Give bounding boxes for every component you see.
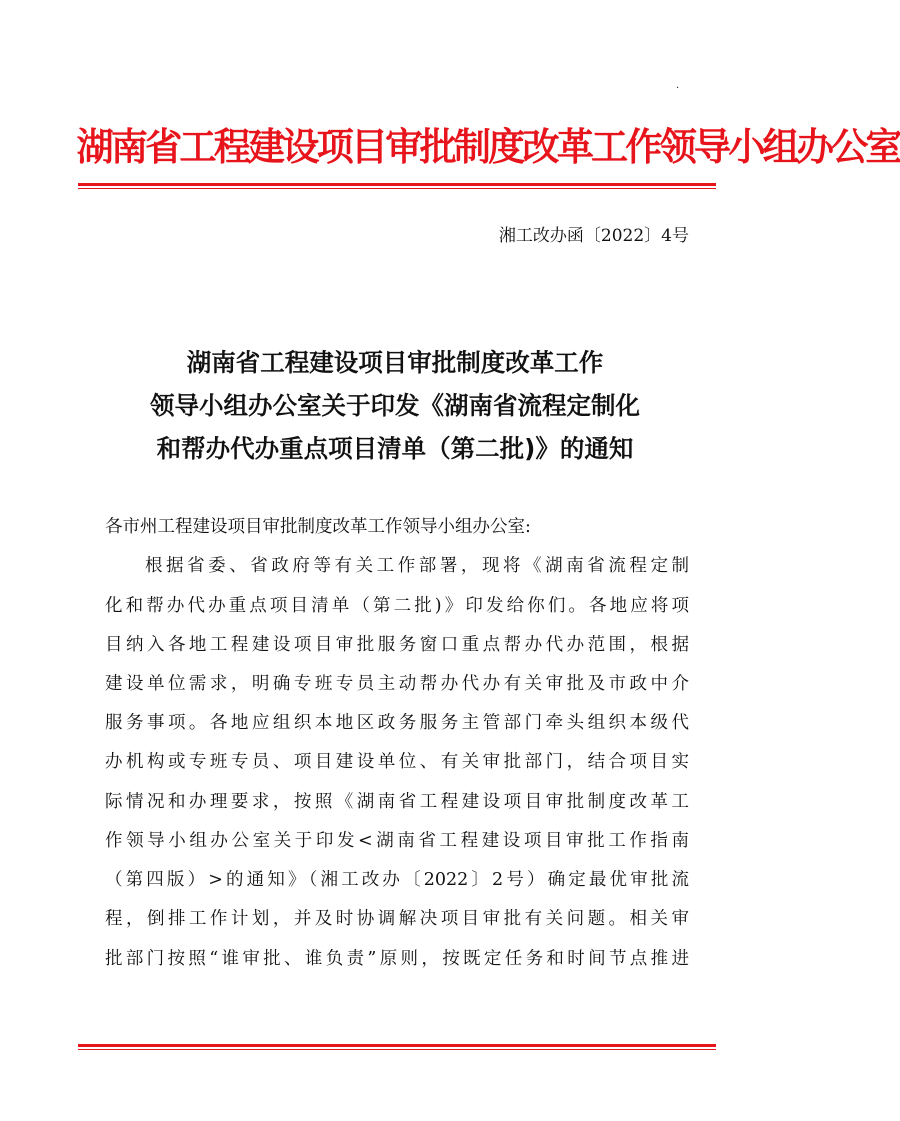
addressee: 各市州工程建设项目审批制度改革工作领导小组办公室: [105,517,531,537]
header-red-rule-thick [78,183,716,186]
footer-red-rule-thick [78,1044,716,1047]
body-line: 办机构或专班专员、项目建设单位、有关审批部门，结合项目实 [105,752,689,772]
document-title-line-3: 和帮办代办重点项目清单（第二批)》的通知 [156,434,634,463]
body-line: 际情况和办理要求，按照《湖南省工程建设项目审批制度改革工 [105,792,689,812]
document-title-line-1: 湖南省工程建设项目审批制度改革工作 [186,348,604,377]
header-red-rule-thin [78,188,716,189]
body-line: 批部门按照“谁审批、谁负责”原则，按既定任务和时间节点推进 [105,949,689,969]
corner-mark: · [676,83,680,94]
body-line: 根据省委、省政府等有关工作部署，现将《湖南省流程定制 [145,556,689,576]
footer-red-rule-thin [78,1049,716,1050]
document-number: 湘工改办函〔2022〕4号 [498,226,689,246]
body-line: 作领导小组办公室关于印发<湖南省工程建设项目审批工作指南 [105,831,689,851]
body-line: 程，倒排工作计划，并及时协调解决项目审批有关问题。相关审 [105,909,689,929]
body-line: 建设单位需求，明确专班专员主动帮办代办有关审批及市政中介 [105,674,689,694]
document-title-line-2: 领导小组办公室关于印发《湖南省流程定制化 [150,391,640,420]
body-line: （第四版）>的通知》（湘工改办〔2022〕2号）确定最优审批流 [105,870,689,890]
agency-header: 湖南省工程建设项目审批制度改革工作领导小组办公室 [76,125,900,169]
body-line: 目纳入各地工程建设项目审批服务窗口重点帮办代办范围，根据 [105,635,689,655]
body-line: 服务事项。各地应组织本地区政务服务主管部门牵头组织本级代 [105,713,689,733]
body-line: 化和帮办代办重点项目清单（第二批)》印发给你们。各地应将项 [105,596,689,616]
